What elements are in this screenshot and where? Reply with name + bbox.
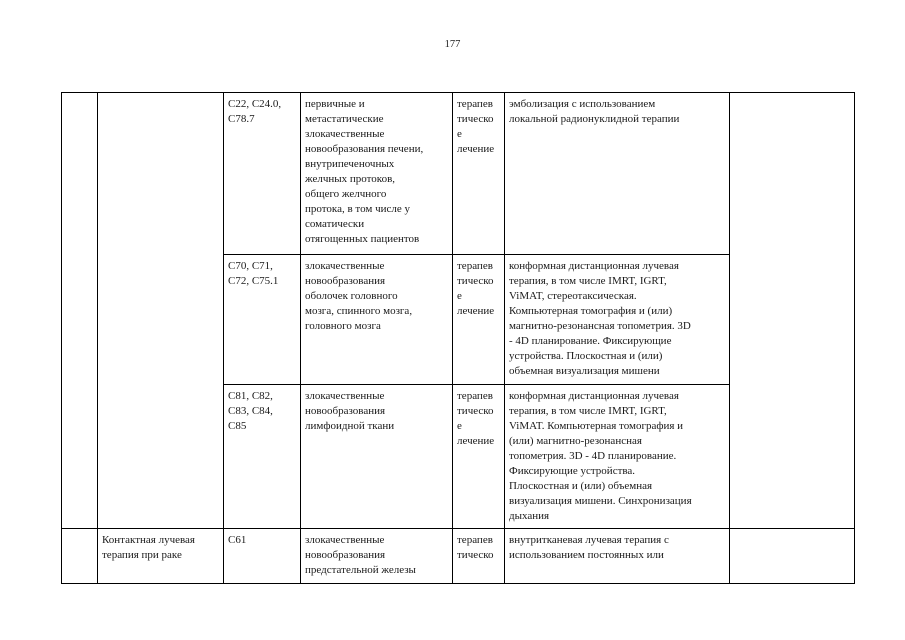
icd-codes-cell (224, 93, 301, 255)
icd-codes-cell (224, 255, 301, 385)
group-text: Контактная лучевая терапия при раке (102, 534, 195, 561)
treatment-type-cell (453, 529, 505, 584)
empty-cell (730, 93, 855, 529)
row-number-cell (62, 529, 98, 584)
condition-text: злокачественные новообразования лимфоидной ткани (305, 390, 395, 432)
group-cell (98, 529, 224, 584)
group-cell (98, 93, 224, 529)
page-number: 177 (444, 39, 461, 50)
method-cell (505, 385, 730, 529)
treatment-type-cell (453, 255, 505, 385)
method-text: эмболизация с использованием локальной радионуклидной терапии (509, 98, 680, 125)
method-text: конформная дистанционная лучевая терапия, в том числе IMRT, IGRT, ViMAT. Компьютерная томография и (или) магнитно-резонансная топометрия. 3D - 4D планирование. Фиксирующие устройства. Плоскостная и (или) объемная визуализация мишени. Синхронизация дыхания (509, 390, 692, 522)
method-cell (505, 529, 730, 584)
method-text: конформная дистанционная лучевая терапия, в том числе IMRT, IGRT, ViMAT, стереотаксическая. Компьютерная томография и (или) магнитно-резонансная топометрия. 3D - 4D планирование. Фиксирующие устройства. Плоскостная и (или) объемная визуализация мишени (509, 260, 691, 377)
condition-text: злокачественные новообразования предстательной железы (305, 534, 416, 576)
condition-cell (301, 529, 453, 584)
treatment-type-cell (453, 93, 505, 255)
treatment-type: терапев тическо е лечение (457, 260, 495, 317)
icd-codes: С22, С24.0, С78.7 (228, 98, 282, 125)
empty-cell (730, 529, 855, 584)
condition-cell (301, 255, 453, 385)
icd-codes-cell (224, 385, 301, 529)
method-text: внутритканевая лучевая терапия с использованием постоянных или (509, 534, 669, 561)
treatment-table (61, 92, 855, 584)
icd-codes: С61 (228, 534, 247, 546)
condition-cell (301, 93, 453, 255)
table-row (62, 93, 855, 255)
condition-text: первичные и метастатические злокачественные новообразования печени, внутрипеченочных желчных протоков, общего желчного протока, в том числе у соматически отягощенных пациентов (305, 98, 424, 245)
icd-codes: С70, С71, С72, С75.1 (228, 260, 279, 287)
table-row (62, 529, 855, 584)
treatment-type: терапев тическо е лечение (457, 390, 495, 447)
treatment-type-cell (453, 385, 505, 529)
icd-codes-cell (224, 529, 301, 584)
row-number-cell (62, 93, 98, 529)
condition-text: злокачественные новообразования оболочек головного мозга, спинного мозга, головного мозга (305, 260, 413, 332)
icd-codes: С81, С82, С83, С84, С85 (228, 390, 273, 432)
treatment-type: терапев тическо е лечение (457, 98, 495, 155)
treatment-type: терапев тическо (457, 534, 494, 561)
method-cell (505, 93, 730, 255)
condition-cell (301, 385, 453, 529)
method-cell (505, 255, 730, 385)
